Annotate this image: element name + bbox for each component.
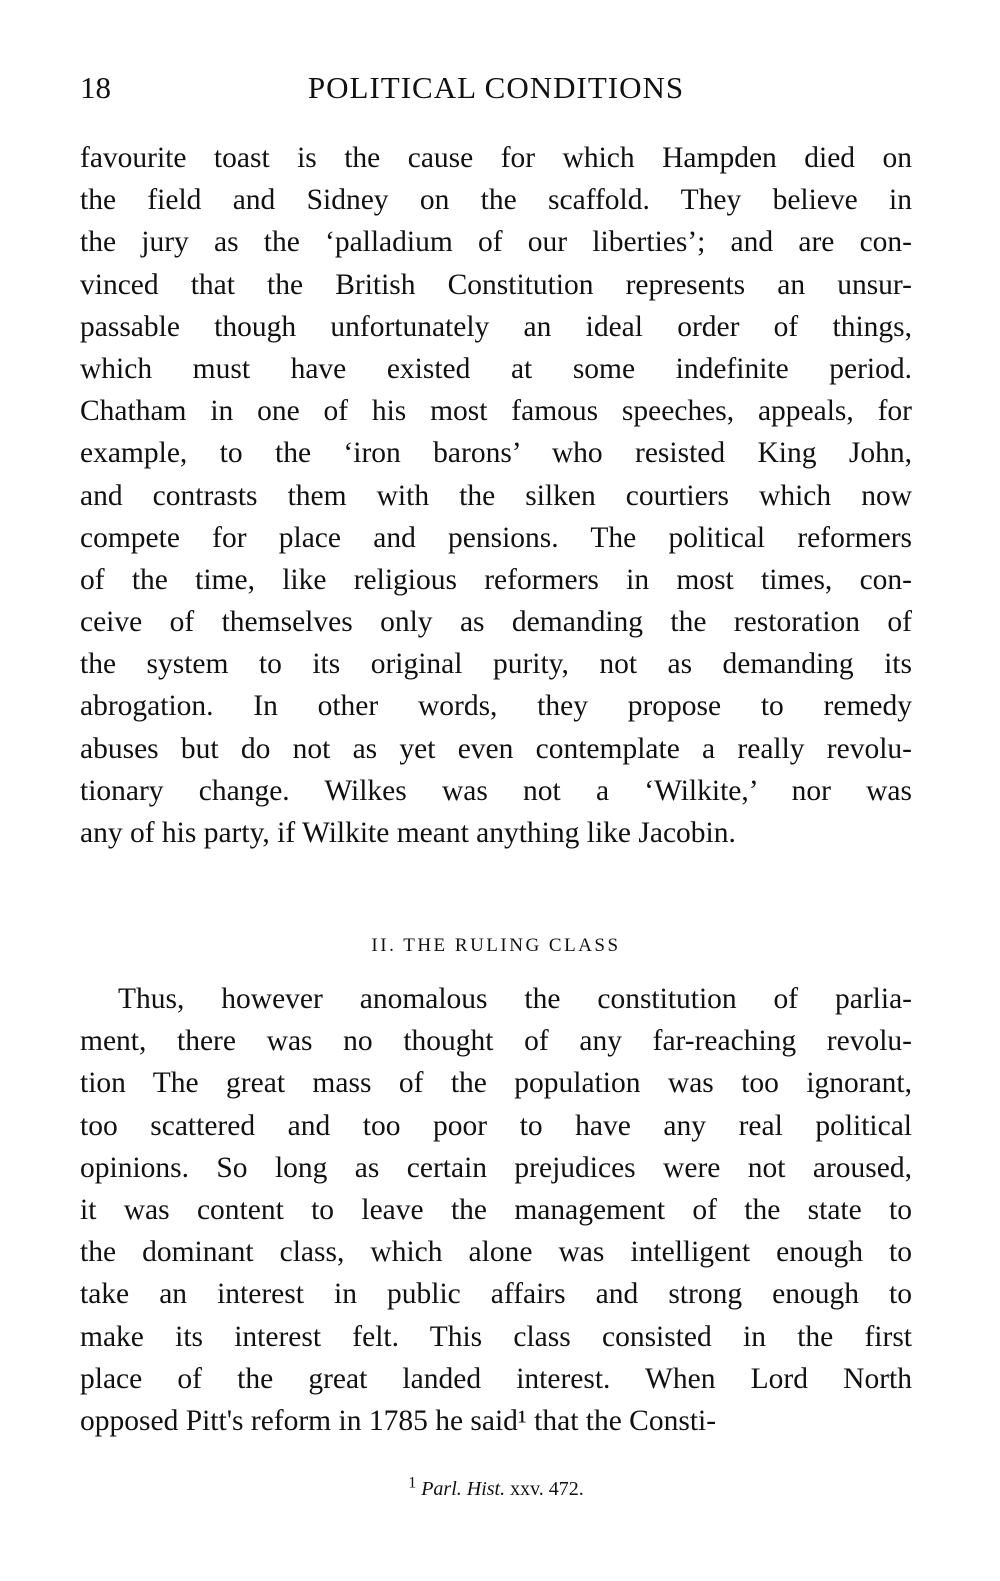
text-line: of the time, like religious reformers in most times, con- <box>80 563 912 596</box>
text-line: abrogation. In other words, they propose to remedy <box>80 690 912 723</box>
text-line: opposed Pitt's reform in 1785 he said¹ that the Consti- <box>80 1404 717 1437</box>
text-line: the jury as the ‘palladium of our liberties’; and are con- <box>80 226 912 259</box>
text-line: abuses but do not as yet even contemplate a really revolu- <box>80 732 912 765</box>
text-line: it was content to leave the management of the state to <box>80 1193 912 1226</box>
text-line: ment, there was no thought of any far-reaching revolu- <box>80 1025 912 1058</box>
text-line: too scattered and too poor to have any real political <box>80 1109 912 1142</box>
text-line: Chatham in one of his most famous speeches, appeals, for <box>80 395 912 428</box>
text-line: the system to its original purity, not as demanding its <box>80 648 912 681</box>
footnote-marker: 1 <box>408 1474 417 1492</box>
section-heading: II. THE RULING CLASS <box>371 935 621 956</box>
text-line: Thus, however anomalous the constitution of parlia- <box>118 983 912 1015</box>
text-line: compete for place and pensions. The political reformers <box>80 521 912 554</box>
text-line: passable though unfortunately an ideal order of things, <box>80 310 912 343</box>
running-title: POLITICAL CONDITIONS <box>307 70 685 105</box>
paragraph-1 <box>80 137 912 854</box>
text-line: take an interest in public affairs and strong enough to <box>80 1278 912 1311</box>
text-line: vinced that the British Constitution represents an unsur- <box>80 268 912 301</box>
text-line: favourite toast is the cause for which Hampden died on <box>80 142 912 174</box>
text-line: the dominant class, which alone was intelligent enough to <box>80 1236 912 1269</box>
running-header <box>80 70 912 114</box>
text-line: ceive of themselves only as demanding the restoration of <box>80 606 912 639</box>
text-line: tion The great mass of the population was too ignorant, <box>80 1067 912 1100</box>
text-line: opinions. So long as certain prejudices were not aroused, <box>80 1151 912 1184</box>
text-line: example, to the ‘iron barons’ who resisted King John, <box>80 437 912 470</box>
page-number: 18 <box>80 70 111 105</box>
footnote <box>80 1474 912 1501</box>
text-line: any of his party, if Wilkite meant anything like Jacobin. <box>80 817 736 849</box>
text-line: make its interest felt. This class consisted in the first <box>80 1320 912 1353</box>
paragraph-2 <box>80 978 912 1442</box>
text-line: place of the great landed interest. When Lord North <box>80 1362 912 1395</box>
text-line: tionary change. Wilkes was not a ‘Wilkite,’ nor was <box>80 774 912 807</box>
footnote-ref: xxv. 472. <box>510 1478 584 1500</box>
text-line: the field and Sidney on the scaffold. They believe in <box>80 184 912 217</box>
text-line: which must have existed at some indefinite period. <box>80 352 912 385</box>
text-line: and contrasts them with the silken courtiers which now <box>80 479 912 512</box>
footnote-source: Parl. Hist. <box>421 1478 506 1500</box>
